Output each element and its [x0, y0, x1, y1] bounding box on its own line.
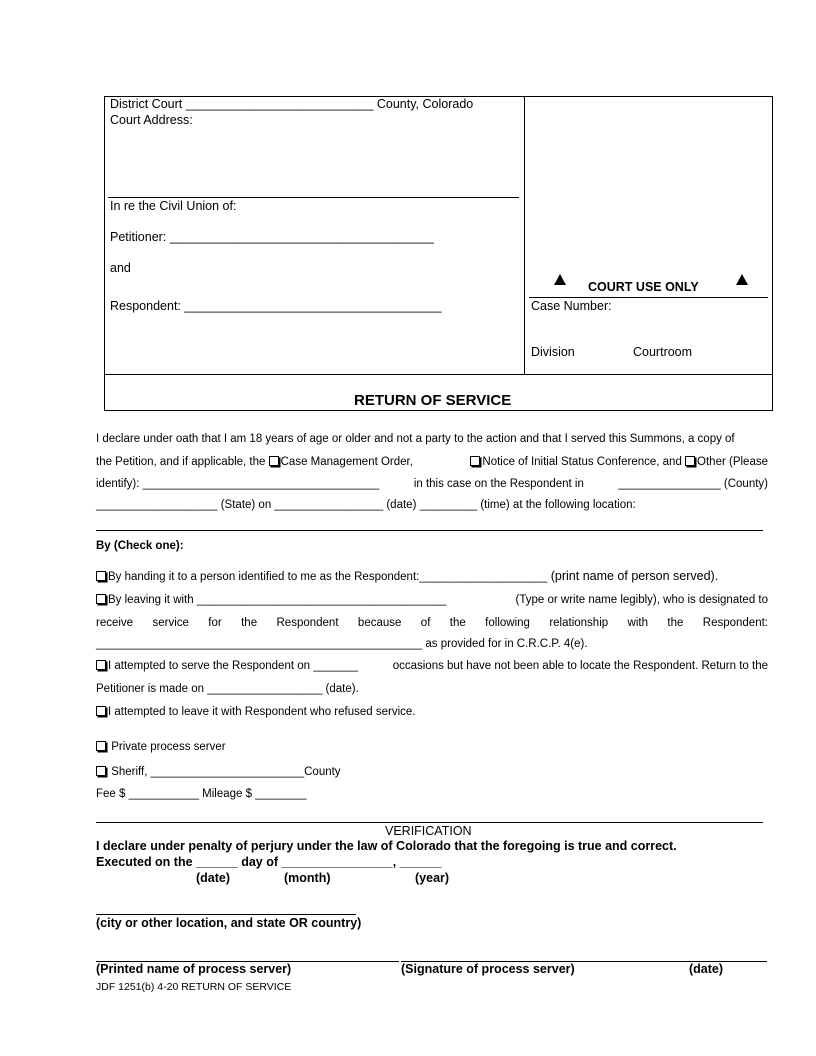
court-address-underline: [108, 197, 519, 198]
section-divider: [96, 822, 763, 823]
mileage-field[interactable]: ________: [255, 788, 307, 800]
printed-name-caption: (Printed name of process server): [96, 962, 292, 976]
executed-line: Executed on the ______ day of ________________, ______: [96, 855, 442, 869]
option-leaving-line-1: By leaving it with _______________________________________ (Type or write name legibly), who is designated to: [96, 594, 768, 606]
handing-checkbox[interactable]: [96, 571, 106, 581]
location-field[interactable]: [96, 530, 763, 531]
petitioner-field[interactable]: ______________________________________: [169, 230, 434, 244]
declaration-line-3: identify): _____________________________________ in this case on the Respondent in ________________ (County): [96, 478, 768, 490]
caption-divider-vertical: [524, 96, 525, 374]
perjury-declaration: I declare under penalty of perjury under the law of Colorado that the foregoing is true and correct.: [96, 839, 677, 853]
option-handing: By handing it to a person identified to me as the Respondent:____________________ (print name of person served).: [96, 569, 718, 583]
leaving-checkbox[interactable]: [96, 594, 106, 604]
location-caption: (city or other location, and state OR country): [96, 916, 362, 930]
other-identify-field[interactable]: _____________________________________: [142, 478, 380, 490]
option-leaving-line-2: receive service for the Respondent because of the following relationship with the Respondent:: [96, 617, 768, 629]
person-served-field[interactable]: ____________________: [419, 571, 548, 583]
case-number-label: Case Number:: [531, 299, 612, 313]
caption-box: [104, 96, 773, 411]
form-id-footer: JDF 1251(b) 4-20 RETURN OF SERVICE: [96, 981, 292, 993]
county-field[interactable]: ___________________________: [185, 97, 374, 111]
court-use-underline: [529, 297, 768, 298]
month-caption: (month): [284, 871, 331, 885]
location-signature-field[interactable]: [96, 914, 356, 915]
sheriff-county-field[interactable]: ________________________: [150, 766, 305, 778]
served-county-field[interactable]: ________________: [618, 478, 721, 490]
respondent-field[interactable]: _____________________________________: [184, 299, 442, 313]
petitioner-line: [110, 230, 434, 244]
county-colorado-label: County, Colorado: [373, 97, 474, 111]
date-caption: (date): [196, 871, 231, 885]
leaving-with-field[interactable]: _______________________________________: [196, 594, 447, 606]
notice-initial-status-checkbox[interactable]: [470, 456, 480, 466]
declaration-line-2: the Petition, and if applicable, the Case Management Order, Notice of Initial Status Conference, and Other (Please: [96, 456, 768, 468]
served-state-field[interactable]: ___________________: [96, 499, 218, 511]
signature-caption: (Signature of process server): [401, 962, 575, 976]
and-label: and: [110, 261, 131, 275]
courtroom-label: Courtroom: [633, 345, 693, 359]
private-server-option: Private process server: [96, 741, 226, 753]
case-management-order-checkbox[interactable]: [269, 456, 279, 466]
caption-divider-horizontal: [104, 374, 773, 375]
up-triangle-icon: [736, 274, 748, 285]
form-title: RETURN OF SERVICE: [354, 392, 512, 409]
sheriff-option: Sheriff, ________________________County: [96, 766, 341, 778]
served-date-field[interactable]: _________________: [274, 499, 384, 511]
up-triangle-icon: [554, 274, 566, 285]
petitioner-label: Petitioner:: [110, 230, 170, 244]
case-management-order-label: Case Management Order,: [280, 456, 413, 468]
option-attempted-line-2: Petitioner is made on __________________ (date).: [96, 683, 359, 695]
executed-day-field[interactable]: ______: [196, 855, 238, 869]
notice-initial-status-label: Notice of Initial Status Conference,: [482, 456, 660, 468]
option-attempted-line-1: I attempted to serve the Respondent on _______ occasions but have not been able to locate the Respondent. Return to the: [96, 660, 768, 672]
respondent-label: Respondent:: [110, 299, 185, 313]
respondent-line: [110, 299, 442, 313]
division-label: Division: [531, 345, 575, 359]
other-label: Other (Please: [697, 456, 768, 468]
other-checkbox[interactable]: [685, 456, 695, 466]
year-caption: (year): [415, 871, 450, 885]
served-time-field[interactable]: _________: [419, 499, 478, 511]
signature-date-caption: (date): [689, 962, 724, 976]
court-use-only-label: COURT USE ONLY: [588, 280, 699, 294]
check-one-heading: By (Check one):: [96, 540, 184, 552]
declaration-line-1: I declare under oath that I am 18 years of age or older and not a party to the action and that I served this Summons, a copy of: [96, 433, 735, 445]
district-court-label: District Court: [110, 97, 186, 111]
return-date-field[interactable]: __________________: [207, 683, 323, 695]
attempted-serve-checkbox[interactable]: [96, 660, 106, 670]
district-court-line: [110, 97, 473, 111]
fee-mileage-line: Fee $ ___________ Mileage $ ________: [96, 788, 307, 800]
fee-field[interactable]: ___________: [128, 788, 199, 800]
executed-year-field[interactable]: ______: [399, 855, 442, 869]
sheriff-checkbox[interactable]: [96, 766, 106, 776]
in-re-label: In re the Civil Union of:: [110, 199, 237, 213]
private-server-checkbox[interactable]: [96, 741, 106, 751]
executed-month-field[interactable]: ________________: [281, 855, 393, 869]
occasions-field[interactable]: _______: [313, 660, 358, 672]
declaration-line-4: ___________________ (State) on _________________ (date) _________ (time) at the following location:: [96, 499, 636, 511]
option-leaving-line-3: ___________________________________________________ as provided for in C.R.C.P. 4(e).: [96, 638, 588, 650]
relationship-field[interactable]: ___________________________________________________: [96, 638, 423, 650]
refused-checkbox[interactable]: [96, 706, 106, 716]
court-address-label: Court Address:: [110, 113, 193, 127]
option-refused: I attempted to leave it with Respondent who refused service.: [96, 706, 415, 718]
verification-title: VERIFICATION: [385, 824, 472, 838]
